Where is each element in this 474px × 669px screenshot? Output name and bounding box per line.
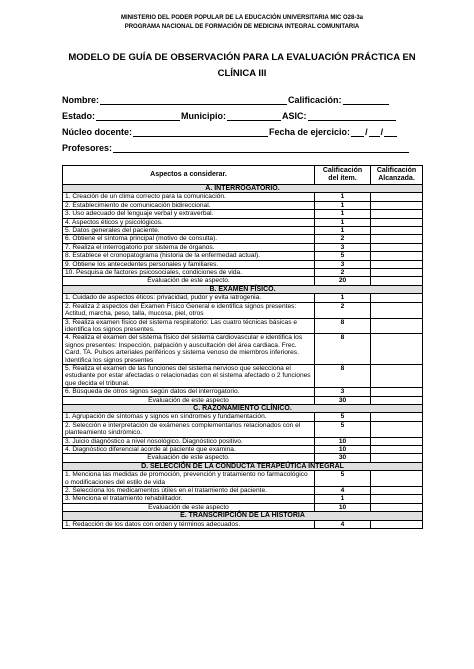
reached-score-cell[interactable] bbox=[371, 334, 423, 365]
item-score: 2 bbox=[315, 302, 371, 318]
reached-score-cell[interactable] bbox=[371, 218, 423, 226]
reached-score-cell[interactable] bbox=[371, 446, 423, 454]
item-score: 2 bbox=[315, 269, 371, 277]
nucleo-label: Núcleo docente: bbox=[62, 127, 133, 137]
reached-score-cell[interactable] bbox=[371, 210, 423, 218]
header-line-1: MINISTERIO DEL PODER POPULAR DE LA EDUCACIÓN UNIVERSITARIA MIC O28-3a bbox=[120, 15, 364, 21]
reached-score-cell[interactable] bbox=[371, 235, 423, 243]
item-score: 3 bbox=[315, 260, 371, 268]
reached-score-cell[interactable] bbox=[371, 302, 423, 318]
reached-score-cell[interactable] bbox=[371, 318, 423, 334]
table-row bbox=[63, 318, 423, 334]
item-score: 5 bbox=[315, 413, 371, 421]
title-line-2: CLÍNICA III bbox=[217, 68, 267, 79]
student-fields bbox=[62, 90, 422, 153]
reached-score-cell[interactable] bbox=[371, 193, 423, 201]
table-body bbox=[63, 185, 423, 529]
evaluation-label: Evaluación de este aspecto. bbox=[63, 454, 315, 462]
profesores-line[interactable] bbox=[113, 143, 409, 153]
reached-score-cell[interactable] bbox=[371, 471, 423, 487]
reached-score-cell[interactable] bbox=[371, 243, 423, 251]
section-header-row bbox=[63, 185, 423, 193]
evaluation-row bbox=[63, 503, 423, 511]
item-score: 1 bbox=[315, 193, 371, 201]
table-row bbox=[63, 252, 423, 260]
evaluation-label: Evaluación de este aspecto bbox=[63, 396, 315, 404]
evaluation-score: 10 bbox=[315, 503, 371, 511]
item-score: 3 bbox=[315, 243, 371, 251]
field-row-4 bbox=[62, 138, 422, 153]
reached-score-cell[interactable] bbox=[371, 252, 423, 260]
municipio-line[interactable] bbox=[227, 111, 281, 121]
aspect-text: 1. Creación de un clima correcto para la comunicación. bbox=[63, 193, 315, 201]
calificacion-line[interactable] bbox=[343, 95, 389, 105]
item-score: 8 bbox=[315, 318, 371, 334]
reached-score-cell[interactable] bbox=[371, 294, 423, 302]
aspect-text: 5. Realiza el examen de las funciones del sistema nervioso que selecciona el estudiante por estar afectadas o relacionadas con el sistema afectado o 2 funciones que decida el tribunal. bbox=[63, 364, 315, 387]
evaluation-table bbox=[62, 165, 423, 529]
item-score: 5 bbox=[315, 421, 371, 437]
evaluation-score: 20 bbox=[315, 277, 371, 285]
table-row bbox=[63, 260, 423, 268]
aspect-text: 8. Establece el cronopatograma (historia de la enfermedad actual). bbox=[63, 252, 315, 260]
col-reached-header: Calificación Alcanzada. bbox=[371, 166, 423, 185]
item-score: 3 bbox=[315, 388, 371, 396]
reached-score-cell[interactable] bbox=[371, 437, 423, 445]
asic-line[interactable] bbox=[308, 111, 396, 121]
fecha-sep-1: / bbox=[365, 127, 368, 137]
aspect-text: 4. Realiza el examen del sistema físico del sistema cardiovascular e identifica los signos presentes: Inspección, palpación y auscultación del área cardiaca. Frec. Card. TA. Pulsos arteriales periféricos y sistema venoso de miembros inferiores. Identifica los signos presentes bbox=[63, 334, 315, 365]
aspect-text: 3. Uso adecuado del lenguaje verbal y extraverbal. bbox=[63, 210, 315, 218]
reached-score-cell[interactable] bbox=[371, 487, 423, 495]
table-row bbox=[63, 235, 423, 243]
section-title: C. RAZONAMIENTO CLÍNICO. bbox=[63, 404, 423, 412]
table-row bbox=[63, 487, 423, 495]
aspect-text: 1. Agrupación de síntomas y signos en síndromes y fundamentación. bbox=[63, 413, 315, 421]
nombre-label: Nombre: bbox=[62, 95, 100, 105]
field-row-1 bbox=[62, 90, 422, 105]
aspect-text: 2. Selecciona los medicamentos útiles en el tratamiento del paciente. bbox=[63, 487, 315, 495]
document-title bbox=[62, 50, 422, 82]
evaluation-label: Evaluación de este aspecto bbox=[63, 503, 315, 511]
evaluation-score: 30 bbox=[315, 454, 371, 462]
aspect-text: 3. Juicio diagnóstico a nivel nosológico. Diagnóstico positivo. bbox=[63, 437, 315, 445]
nombre-line[interactable] bbox=[100, 95, 287, 105]
estado-line[interactable] bbox=[96, 111, 180, 121]
field-row-2 bbox=[62, 106, 422, 121]
reached-score-cell[interactable] bbox=[371, 413, 423, 421]
item-score: 1 bbox=[315, 294, 371, 302]
table-row bbox=[63, 520, 423, 528]
aspect-text: 4. Aspectos éticos y psicológicos. bbox=[63, 218, 315, 226]
section-header-row bbox=[63, 404, 423, 412]
reached-score-cell[interactable] bbox=[371, 269, 423, 277]
item-score: 1 bbox=[315, 227, 371, 235]
item-score: 1 bbox=[315, 210, 371, 218]
item-score: 1 bbox=[315, 201, 371, 209]
table-row bbox=[63, 193, 423, 201]
fecha-day-line[interactable] bbox=[351, 127, 364, 137]
fecha-month-line[interactable] bbox=[369, 127, 380, 137]
calificacion-label: Calificación: bbox=[288, 95, 342, 105]
aspect-text: 10. Pesquisa de factores psicosociales, condiciones de vida. bbox=[63, 269, 315, 277]
municipio-label: Municipio: bbox=[181, 111, 227, 121]
section-title: D. SELECCIÓN DE LA CONDUCTA TERAPEÚTICA INTEGRAL bbox=[63, 462, 423, 470]
table-row bbox=[63, 421, 423, 437]
evaluation-score: 30 bbox=[315, 396, 371, 404]
table-row bbox=[63, 201, 423, 209]
aspect-text: 4. Diagnóstico diferencial acorde al paciente que examina. bbox=[63, 446, 315, 454]
evaluation-reached-cell[interactable] bbox=[371, 454, 423, 462]
table-row bbox=[63, 446, 423, 454]
evaluation-reached-cell[interactable] bbox=[371, 277, 423, 285]
section-title: A. INTERROGATORIO. bbox=[63, 185, 423, 193]
item-score: 1 bbox=[315, 218, 371, 226]
table-row bbox=[63, 302, 423, 318]
item-score: 8 bbox=[315, 364, 371, 387]
aspect-text: 2. Realiza 2 aspectos del Examen Físico General e identifica signos presentes: Actitud, marcha, peso, talla, mucosa, piel, otros bbox=[63, 302, 315, 318]
item-score: 5 bbox=[315, 252, 371, 260]
evaluation-row bbox=[63, 454, 423, 462]
reached-score-cell[interactable] bbox=[371, 201, 423, 209]
nucleo-line[interactable] bbox=[133, 127, 268, 137]
header-line-2: PROGRAMA NACIONAL DE FORMACIÓN DE MEDICINA INTEGRAL COMUNITARIA bbox=[124, 24, 360, 30]
asic-label: ASIC: bbox=[282, 111, 307, 121]
aspect-text: 1. Cuidado de aspectos éticos: privacidad, pudor y evita iatrogenia. bbox=[63, 294, 315, 302]
item-score: 4 bbox=[315, 520, 371, 528]
table-row bbox=[63, 388, 423, 396]
aspect-text: 2. Establecimiento de comunicación bidireccional. bbox=[63, 201, 315, 209]
table-row bbox=[63, 471, 423, 487]
estado-label: Estado: bbox=[62, 111, 96, 121]
item-score: 1 bbox=[315, 495, 371, 503]
section-header-row bbox=[63, 462, 423, 470]
section-header-row bbox=[63, 512, 423, 520]
aspect-text: 1. Redacción de los datos con orden y términos adecuados. bbox=[63, 520, 315, 528]
evaluation-reached-cell[interactable] bbox=[371, 396, 423, 404]
section-title: B. EXAMEN FÍSICO. bbox=[63, 285, 423, 293]
evaluation-label: Evaluación de este aspecto. bbox=[63, 277, 315, 285]
reached-score-cell[interactable] bbox=[371, 227, 423, 235]
section-header-row bbox=[63, 285, 423, 293]
item-score: 5 bbox=[315, 471, 371, 487]
table-row bbox=[63, 227, 423, 235]
fecha-sep-2: / bbox=[380, 127, 384, 137]
table-row bbox=[63, 218, 423, 226]
reached-score-cell[interactable] bbox=[371, 364, 423, 387]
table-row bbox=[63, 495, 423, 503]
reached-score-cell[interactable] bbox=[371, 388, 423, 396]
aspect-text: 7. Realiza el interrogatorio por sistema de órganos. bbox=[63, 243, 315, 251]
item-score: 4 bbox=[315, 487, 371, 495]
reached-score-cell[interactable] bbox=[371, 421, 423, 437]
aspect-text: 9. Obtiene los antecedentes personales y familiares. bbox=[63, 260, 315, 268]
aspect-text: 3. Realiza examen físico del sistema respiratorio: Las cuatro técnicas básicas e identifica los signos presentes. bbox=[63, 318, 315, 334]
evaluation-reached-cell[interactable] bbox=[371, 503, 423, 511]
table-row bbox=[63, 269, 423, 277]
reached-score-cell[interactable] bbox=[371, 260, 423, 268]
evaluation-row bbox=[63, 396, 423, 404]
fecha-label: Fecha de ejercicio: bbox=[269, 127, 351, 137]
aspect-text: 6. Obtiene el síntoma principal (motivo de consulta). bbox=[63, 235, 315, 243]
section-title: E. TRANSCRIPCIÓN DE LA HISTORIA bbox=[63, 512, 423, 520]
title-line-1: MODELO DE GUÍA DE OBSERVACIÓN PARA LA EVALUACIÓN PRÁCTICA EN bbox=[68, 52, 416, 63]
table-row bbox=[63, 334, 423, 365]
profesores-label: Profesores: bbox=[62, 143, 113, 153]
table-row bbox=[63, 364, 423, 387]
table-row bbox=[63, 413, 423, 421]
table-row bbox=[63, 294, 423, 302]
fecha-year-line[interactable] bbox=[384, 127, 397, 137]
table-row bbox=[63, 437, 423, 445]
col-item-header: Calificación del ítem. bbox=[315, 166, 371, 185]
item-score: 8 bbox=[315, 334, 371, 365]
ministry-header bbox=[62, 14, 422, 32]
reached-score-cell[interactable] bbox=[371, 520, 423, 528]
reached-score-cell[interactable] bbox=[371, 495, 423, 503]
evaluation-row bbox=[63, 277, 423, 285]
aspect-text: 2. Selección e interpretación de exámenes complementarios relacionados con el planteamiento sindrómico. bbox=[63, 421, 315, 437]
item-score: 2 bbox=[315, 235, 371, 243]
table-row bbox=[63, 210, 423, 218]
field-row-3 bbox=[62, 122, 422, 137]
aspect-text: 5. Datos generales del paciente. bbox=[63, 227, 315, 235]
aspect-text: 3. Menciona el tratamiento rehabilitador. bbox=[63, 495, 315, 503]
item-score: 10 bbox=[315, 437, 371, 445]
aspect-text: 1. Menciona las medidas de promoción, prevención y tratamiento no farmacológico o modificaciones del estilo de vida bbox=[63, 471, 315, 487]
aspect-text: 6. Búsqueda de otros signos según datos del interrogatorio. bbox=[63, 388, 315, 396]
item-score: 10 bbox=[315, 446, 371, 454]
table-header-row bbox=[63, 166, 423, 185]
table-row bbox=[63, 243, 423, 251]
col-aspects-header: Aspectos a considerar. bbox=[63, 166, 315, 185]
